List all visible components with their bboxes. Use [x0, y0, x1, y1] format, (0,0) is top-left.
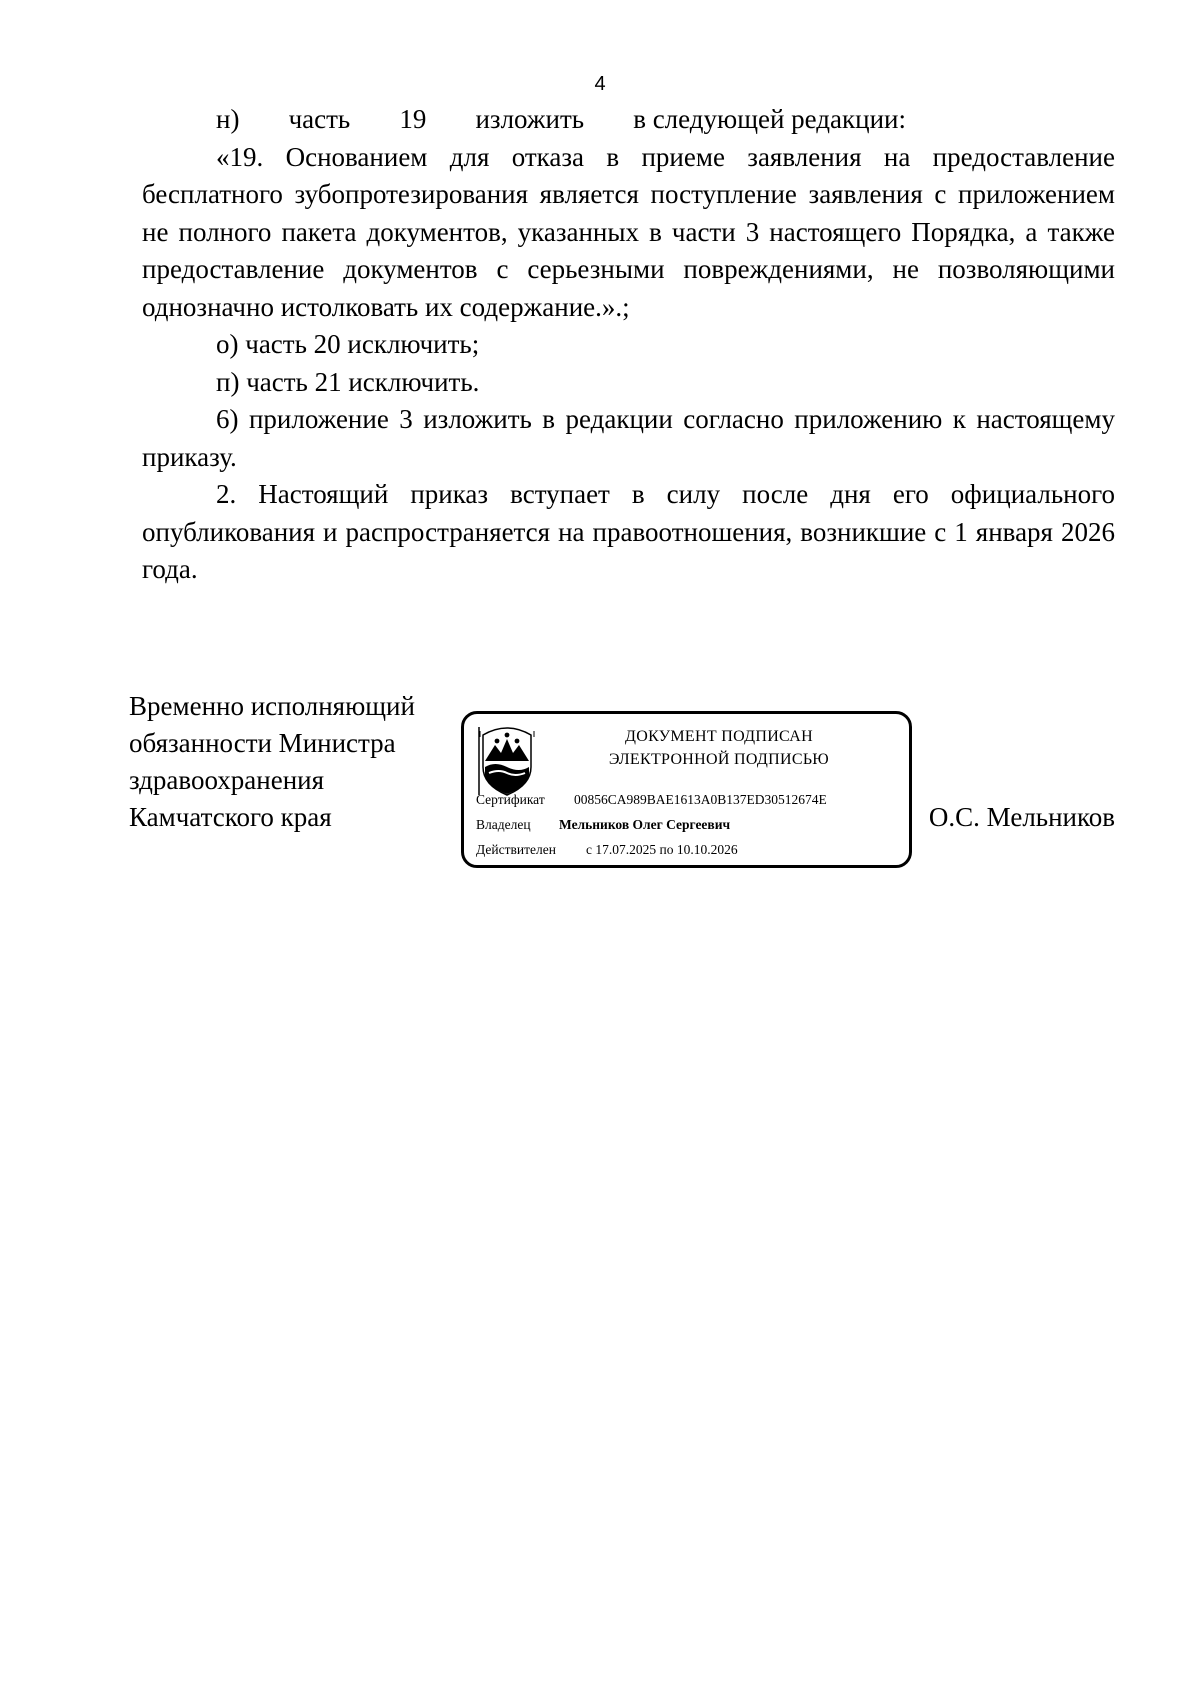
signer-position — [129, 688, 449, 836]
item-n-label: н) — [216, 104, 240, 134]
item-p: п) часть 21 исключить. — [216, 366, 480, 397]
stamp-heading — [574, 725, 864, 771]
certificate-value: 00856CA989BAE1613A0B137ED30512674E — [574, 792, 827, 807]
certificate-label: Сертификат — [476, 792, 545, 807]
item-n-rest: в следующей редакции: — [633, 104, 906, 134]
item-n-word1: часть — [288, 104, 351, 134]
validity-value: с 17.07.2025 по 10.10.2026 — [586, 842, 738, 857]
owner-label: Владелец — [476, 817, 531, 832]
stamp-heading-line: ДОКУМЕНТ ПОДПИСАН — [625, 728, 813, 745]
signer-position-line: здравоохранения — [129, 765, 325, 795]
stamp-validity-row — [476, 842, 738, 858]
signer-position-line: Временно исполняющий — [129, 691, 415, 721]
item-6: 6) приложение 3 изложить в редакции согласно приложению к настоящему приказу. — [142, 404, 1115, 472]
stamp-owner-row — [476, 817, 730, 833]
item-n-word2: изложить — [475, 104, 585, 134]
signer-position-line: Камчатского края — [129, 802, 332, 832]
electronic-signature-stamp — [461, 711, 912, 868]
signer-name: О.С. Мельников — [928, 802, 1115, 832]
signer-position-line: обязанности Министра — [129, 728, 396, 758]
page-number: 4 — [594, 73, 606, 95]
stamp-heading-line: ЭЛЕКТРОННОЙ ПОДПИСЬЮ — [608, 751, 830, 768]
owner-value: Мельников Олег Сергеевич — [559, 817, 731, 832]
stamp-certificate-row — [476, 792, 827, 808]
validity-label: Действителен — [476, 842, 556, 857]
paragraph-19: «19. Основанием для отказа в приеме заявления на предоставление бесплатного зубопротезирования является поступление заявления с приложением не полного пакета документов, указанных в части 3 настоящего Порядка, а также предоставление документов с серьезными повреждениями, не позволяющими однозначно истолковать их содержание.».; — [142, 141, 1115, 322]
item-n-number: 19 — [399, 104, 427, 134]
item-2: 2. Настоящий приказ вступает в силу после дня его официального опубликования и распространяется на правоотношения, возникшие с 1 января 2026 года. — [142, 479, 1115, 584]
item-n — [142, 101, 906, 139]
item-o: о) часть 20 исключить; — [216, 329, 480, 359]
document-body — [142, 101, 1115, 589]
kamchatka-coat-of-arms-icon — [477, 723, 537, 799]
